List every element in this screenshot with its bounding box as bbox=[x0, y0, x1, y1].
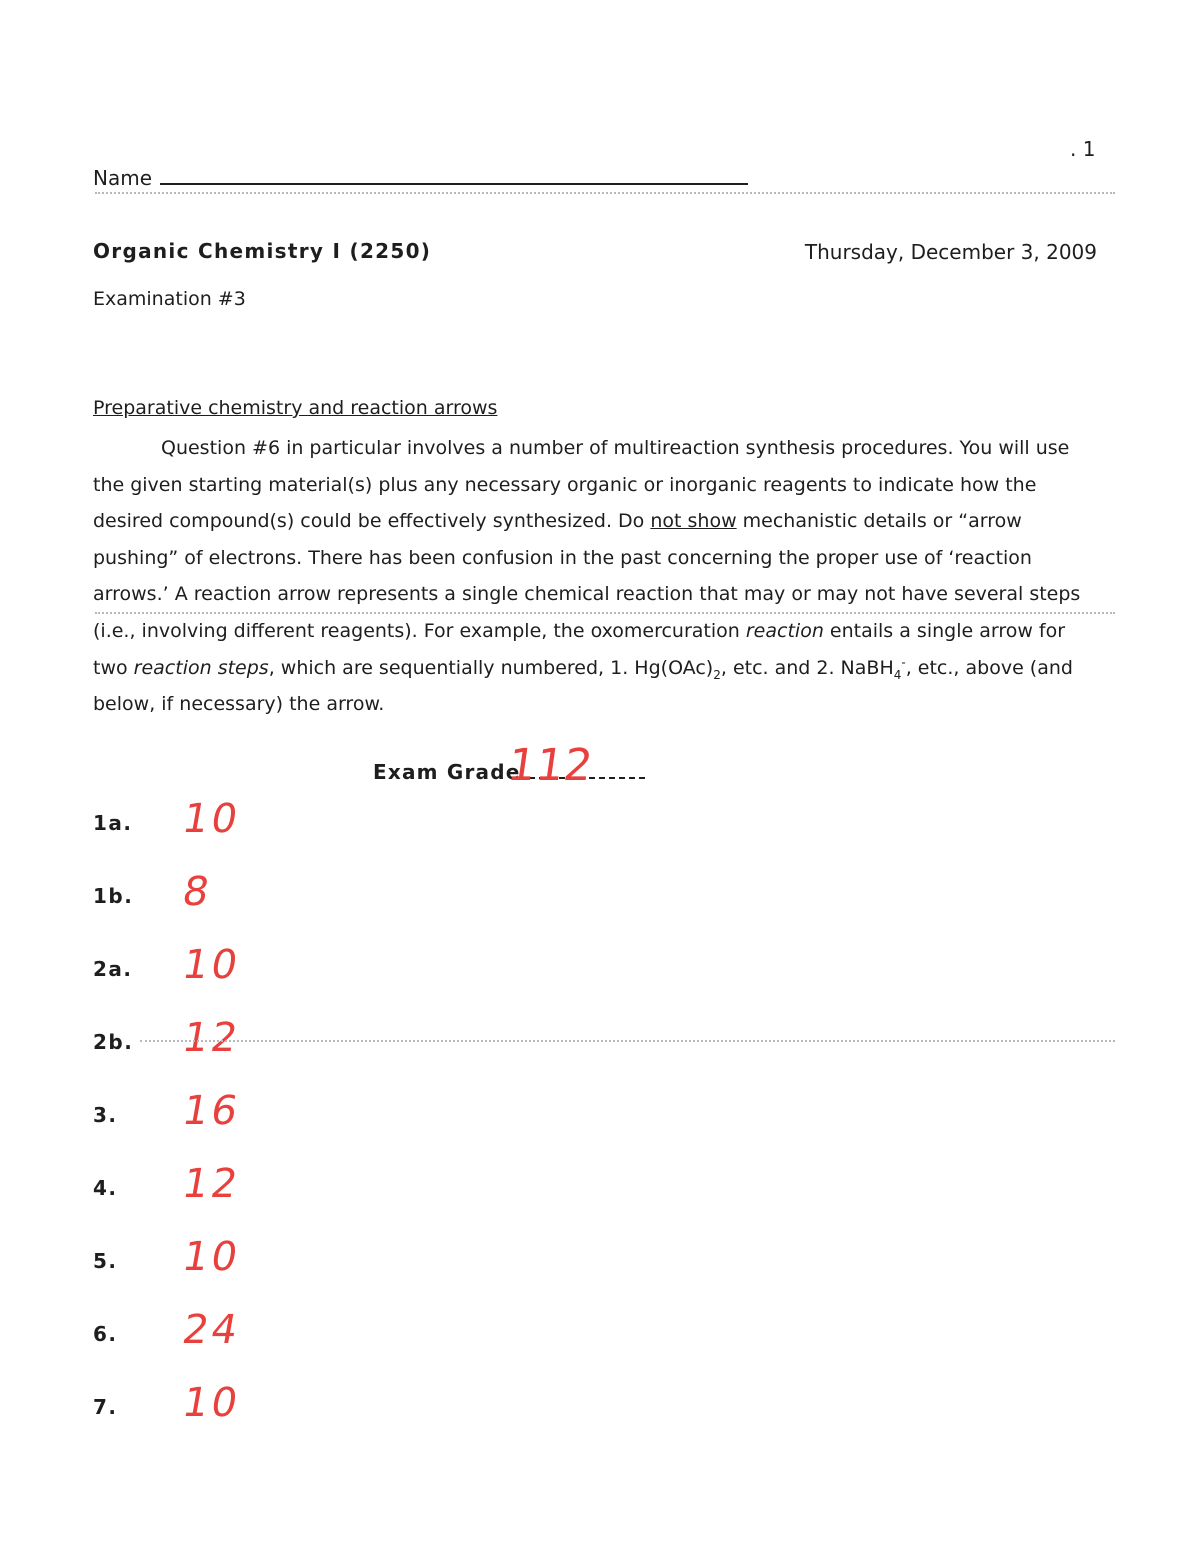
question-label: 6. bbox=[93, 1322, 118, 1346]
score-row bbox=[93, 1015, 393, 1069]
scan-artifact-line bbox=[95, 192, 1115, 194]
score-row bbox=[93, 1380, 393, 1434]
score-row bbox=[93, 796, 393, 850]
name-blank-line bbox=[160, 171, 748, 185]
section-heading: Preparative chemistry and reaction arrows bbox=[93, 397, 498, 419]
score-row bbox=[93, 1088, 393, 1142]
question-label: 1a. bbox=[93, 811, 133, 835]
handwritten-score: 12 bbox=[178, 1015, 244, 1061]
score-row bbox=[93, 1161, 393, 1215]
handwritten-score: 10 bbox=[178, 1234, 244, 1280]
instructions-paragraph: Question #6 in particular involves a number of multireaction synthesis procedures. You will use the given starting material(s) plus any necessary organic or inorganic reagents to indicate how the desired compound(s) could be effectively synthesized. Do not show mechanistic details or “arrow pushing” of electrons. There has been confusion in the past concerning the proper use of ‘reaction arrows.’ A reaction arrow represents a single chemical reaction that may or may not have several steps (i.e., involving different reagents). For example, the oxomercuration reaction entails a single arrow for two reaction steps, which are sequentially numbered, 1. $Hg(OAc)_2$, etc. and 2. NaBH$_4$-, etc., above (and below, if necessary) the arrow. bbox=[93, 437, 1081, 716]
score-row bbox=[93, 942, 393, 996]
scan-artifact-line bbox=[95, 612, 1115, 614]
exam-number: Examination #3 bbox=[93, 288, 246, 310]
handwritten-score: 12 bbox=[178, 1161, 244, 1207]
handwritten-score: 10 bbox=[178, 796, 244, 842]
question-label: 5. bbox=[93, 1249, 118, 1273]
emphasis-not-show: not show bbox=[650, 510, 737, 533]
question-label: 2b. bbox=[93, 1030, 134, 1054]
question-label: 1b. bbox=[93, 884, 134, 908]
course-title: Organic Chemistry I (2250) bbox=[93, 239, 432, 263]
question-label: 3. bbox=[93, 1103, 118, 1127]
page-number: . 1 bbox=[1070, 137, 1096, 161]
handwritten-score: 10 bbox=[178, 942, 244, 988]
handwritten-score: 24 bbox=[178, 1307, 244, 1353]
exam-date: Thursday, December 3, 2009 bbox=[804, 240, 1097, 264]
handwritten-score: 10 bbox=[178, 1380, 244, 1426]
score-row bbox=[93, 1234, 393, 1288]
handwritten-score: 16 bbox=[178, 1088, 244, 1134]
score-row bbox=[93, 869, 393, 923]
exam-grade-handwritten: 112 bbox=[504, 740, 596, 791]
question-label: 7. bbox=[93, 1395, 118, 1419]
handwritten-score: 8 bbox=[178, 869, 216, 915]
name-field bbox=[93, 166, 748, 190]
question-label: 2a. bbox=[93, 957, 133, 981]
question-label: 4. bbox=[93, 1176, 118, 1200]
scan-artifact-line bbox=[140, 1040, 1115, 1042]
score-row bbox=[93, 1307, 393, 1361]
name-label: Name bbox=[93, 166, 153, 190]
exam-grade-label: Exam Grade bbox=[373, 760, 521, 784]
